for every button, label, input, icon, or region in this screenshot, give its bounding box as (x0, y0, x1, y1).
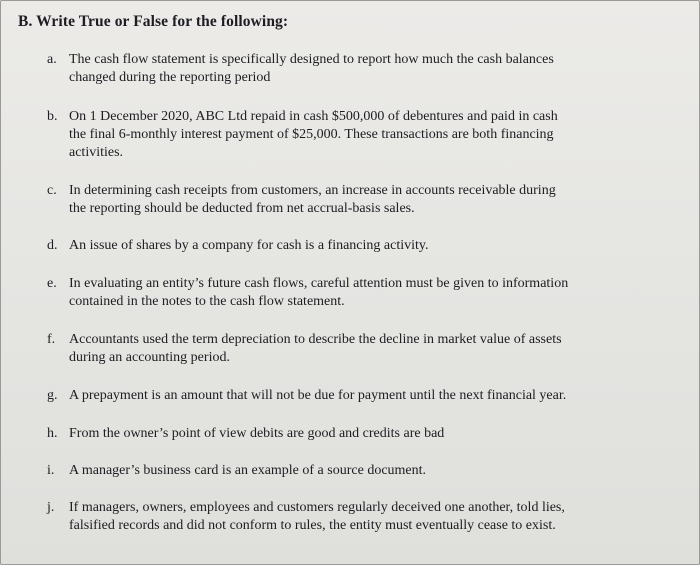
item-text (69, 462, 667, 480)
item-line: If managers, owners, employees and customers regularly deceived one another, told lies, (69, 500, 565, 515)
item-line: the reporting should be deducted from net accrual-basis sales. (69, 201, 415, 216)
item-line: On 1 December 2020, ABC Ltd repaid in cash $500,000 of debentures and paid in cash (69, 109, 558, 124)
question-item-h (47, 425, 667, 443)
item-text (69, 425, 667, 443)
item-line: From the owner’s point of view debits are good and credits are bad (69, 426, 445, 441)
item-marker: e. (47, 276, 57, 291)
question-item-d (47, 237, 667, 255)
item-line: activities. (69, 145, 124, 160)
item-line: Accountants used the term depreciation to describe the decline in market value of assets (69, 332, 562, 347)
item-line: In evaluating an entity’s future cash flows, careful attention must be given to information (69, 276, 569, 291)
question-item-g (47, 387, 667, 405)
item-line: A manager’s business card is an example of a source document. (69, 463, 427, 478)
item-marker: b. (47, 109, 58, 124)
item-marker: h. (47, 426, 58, 441)
question-item-i (47, 462, 667, 480)
item-text (69, 237, 667, 255)
item-line: A prepayment is an amount that will not be due for payment until the next financial year. (69, 388, 567, 403)
question-item-e (47, 275, 667, 311)
item-marker: g. (47, 388, 58, 403)
item-marker: i. (47, 463, 55, 478)
question-item-j (47, 499, 667, 535)
item-text (69, 387, 667, 405)
item-line: changed during the reporting period (69, 70, 271, 85)
item-line: during an accounting period. (69, 350, 230, 365)
item-marker: d. (47, 238, 58, 253)
item-marker: f. (47, 332, 56, 347)
item-text (69, 499, 667, 535)
question-item-c (47, 182, 667, 218)
item-text (69, 51, 667, 87)
item-text (69, 108, 667, 162)
item-text (69, 275, 667, 311)
item-line: the final 6-monthly interest payment of $25,000. These transactions are both financing (69, 127, 554, 142)
item-line: contained in the notes to the cash flow statement. (69, 294, 345, 309)
question-item-f (47, 331, 667, 367)
question-item-a (47, 51, 667, 87)
item-line: In determining cash receipts from customers, an increase in accounts receivable during (69, 183, 556, 198)
item-marker: j. (47, 500, 55, 515)
section-heading: B. Write True or False for the following: (18, 13, 289, 30)
item-text (69, 182, 667, 218)
item-marker: c. (47, 183, 57, 198)
item-text (69, 331, 667, 367)
item-line: The cash flow statement is specifically designed to report how much the cash balances (69, 52, 554, 67)
item-marker: a. (47, 52, 57, 67)
item-line: An issue of shares by a company for cash is a financing activity. (69, 238, 429, 253)
question-item-b (47, 108, 667, 162)
item-line: falsified records and did not conform to rules, the entity must eventually cease to exist. (69, 518, 556, 533)
